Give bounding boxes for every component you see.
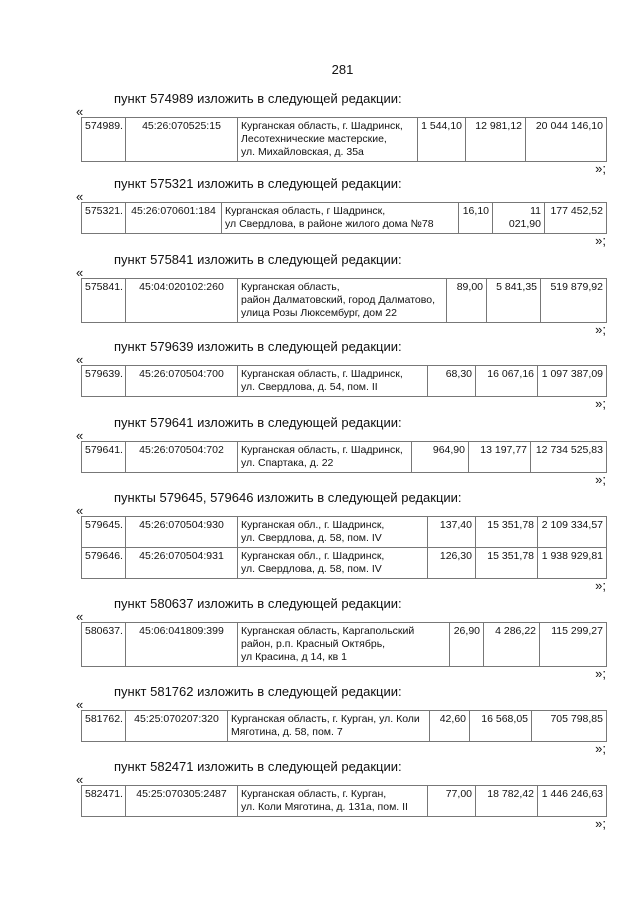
registry-table xyxy=(81,202,607,234)
item-number-cell: 579645. xyxy=(82,517,126,548)
specific-value-cell: 4 286,22 xyxy=(484,623,540,667)
cadastral-value-cell: 115 299,27 xyxy=(540,623,607,667)
registry-table xyxy=(81,710,607,742)
opening-quote: « xyxy=(76,265,84,280)
address-cell: Курганская область, г. Шадринск, Лесотехнические мастерские, ул. Михайловская, д. 35а xyxy=(238,118,418,162)
opening-quote: « xyxy=(76,189,84,204)
specific-value-cell: 16 067,16 xyxy=(476,366,538,397)
address-cell: Курганская область, г Шадринск, ул Свердлова, в районе жилого дома №78 xyxy=(222,203,459,234)
cadastral-number-cell: 45:25:070305:2487 xyxy=(126,786,238,817)
cadastral-value-cell: 1 097 387,09 xyxy=(538,366,607,397)
closing-quote: »; xyxy=(595,666,606,681)
cadastral-value-cell: 705 798,85 xyxy=(532,711,607,742)
amendment-heading: пункт 574989 изложить в следующей редакции: xyxy=(114,91,402,106)
cadastral-number-cell: 45:06:041809:399 xyxy=(126,623,238,667)
cadastral-number-cell: 45:26:070504:702 xyxy=(126,442,238,473)
address-cell: Курганская область, Каргапольский район, р.п. Красный Октябрь, ул Красина, д 14, кв 1 xyxy=(238,623,450,667)
table-row xyxy=(82,548,607,579)
item-number-cell: 581762. xyxy=(82,711,126,742)
amendment-block xyxy=(76,175,612,248)
closing-quote: »; xyxy=(595,233,606,248)
cadastral-number-cell: 45:25:070207:320 xyxy=(126,711,228,742)
address-cell: Курганская обл., г. Шадринск, ул. Свердлова, д. 58, пом. IV xyxy=(238,517,428,548)
table-row xyxy=(82,366,607,397)
area-cell: 1 544,10 xyxy=(418,118,466,162)
cadastral-number-cell: 45:26:070525:15 xyxy=(126,118,238,162)
amendment-heading: пункты 579645, 579646 изложить в следующей редакции: xyxy=(114,490,462,505)
address-cell: Курганская обл., г. Шадринск, ул. Свердлова, д. 58, пом. IV xyxy=(238,548,428,579)
specific-value-cell: 18 782,42 xyxy=(476,786,538,817)
closing-quote: »; xyxy=(595,161,606,176)
opening-quote: « xyxy=(76,609,84,624)
closing-quote: »; xyxy=(595,741,606,756)
cadastral-value-cell: 12 734 525,83 xyxy=(531,442,607,473)
registry-table xyxy=(81,785,607,817)
item-number-cell: 579646. xyxy=(82,548,126,579)
amendment-block xyxy=(76,338,612,411)
item-number-cell: 580637. xyxy=(82,623,126,667)
cadastral-value-cell: 1 938 929,81 xyxy=(538,548,607,579)
amendment-block xyxy=(76,414,612,487)
address-cell: Курганская область, г. Шадринск, ул. Спартака, д. 22 xyxy=(238,442,412,473)
item-number-cell: 579639. xyxy=(82,366,126,397)
area-cell: 137,40 xyxy=(428,517,476,548)
amendment-heading: пункт 580637 изложить в следующей редакции: xyxy=(114,596,402,611)
amendment-heading: пункт 575321 изложить в следующей редакции: xyxy=(114,176,402,191)
specific-value-cell: 15 351,78 xyxy=(476,548,538,579)
cadastral-value-cell: 519 879,92 xyxy=(541,279,607,323)
cadastral-value-cell: 177 452,52 xyxy=(545,203,607,234)
amendment-heading: пункт 575841 изложить в следующей редакции: xyxy=(114,252,402,267)
opening-quote: « xyxy=(76,772,84,787)
opening-quote: « xyxy=(76,503,84,518)
registry-table xyxy=(81,622,607,667)
opening-quote: « xyxy=(76,428,84,443)
specific-value-cell: 12 981,12 xyxy=(466,118,526,162)
item-number-cell: 579641. xyxy=(82,442,126,473)
amendment-heading: пункт 579639 изложить в следующей редакции: xyxy=(114,339,402,354)
cadastral-value-cell: 20 044 146,10 xyxy=(526,118,607,162)
address-cell: Курганская область, район Далматовский, город Далматово, улица Розы Люксембург, дом 22 xyxy=(238,279,447,323)
closing-quote: »; xyxy=(595,396,606,411)
registry-table xyxy=(81,441,607,473)
area-cell: 126,30 xyxy=(428,548,476,579)
table-row xyxy=(82,203,607,234)
table-row xyxy=(82,442,607,473)
area-cell: 89,00 xyxy=(447,279,487,323)
item-number-cell: 574989. xyxy=(82,118,126,162)
specific-value-cell: 11 021,90 xyxy=(493,203,545,234)
specific-value-cell: 5 841,35 xyxy=(487,279,541,323)
registry-table xyxy=(81,278,607,323)
table-row xyxy=(82,279,607,323)
area-cell: 42,60 xyxy=(430,711,470,742)
item-number-cell: 582471. xyxy=(82,786,126,817)
table-row xyxy=(82,623,607,667)
amendment-block xyxy=(76,90,612,176)
address-cell: Курганская область, г. Шадринск, ул. Свердлова, д. 54, пом. II xyxy=(238,366,428,397)
table-row xyxy=(82,118,607,162)
address-cell: Курганская область, г. Курган, ул. Коли Мяготина, д. 131а, пом. II xyxy=(238,786,428,817)
table-row xyxy=(82,711,607,742)
registry-table xyxy=(81,117,607,162)
closing-quote: »; xyxy=(595,578,606,593)
area-cell: 77,00 xyxy=(428,786,476,817)
area-cell: 964,90 xyxy=(412,442,469,473)
opening-quote: « xyxy=(76,104,84,119)
area-cell: 68,30 xyxy=(428,366,476,397)
cadastral-number-cell: 45:26:070504:700 xyxy=(126,366,238,397)
specific-value-cell: 16 568,05 xyxy=(470,711,532,742)
amendment-heading: пункт 579641 изложить в следующей редакции: xyxy=(114,415,402,430)
amendment-block xyxy=(76,251,612,337)
cadastral-number-cell: 45:26:070504:931 xyxy=(126,548,238,579)
cadastral-number-cell: 45:26:070504:930 xyxy=(126,517,238,548)
closing-quote: »; xyxy=(595,322,606,337)
cadastral-number-cell: 45:04:020102:260 xyxy=(126,279,238,323)
amendment-block xyxy=(76,758,612,831)
specific-value-cell: 15 351,78 xyxy=(476,517,538,548)
amendment-heading: пункт 581762 изложить в следующей редакции: xyxy=(114,684,402,699)
amendment-heading: пункт 582471 изложить в следующей редакции: xyxy=(114,759,402,774)
table-row xyxy=(82,517,607,548)
cadastral-value-cell: 2 109 334,57 xyxy=(538,517,607,548)
amendment-block xyxy=(76,595,612,681)
area-cell: 16,10 xyxy=(459,203,493,234)
area-cell: 26,90 xyxy=(450,623,484,667)
opening-quote: « xyxy=(76,352,84,367)
specific-value-cell: 13 197,77 xyxy=(469,442,531,473)
address-cell: Курганская область, г. Курган, ул. Коли Мяготина, д. 58, пом. 7 xyxy=(228,711,430,742)
cadastral-value-cell: 1 446 246,63 xyxy=(538,786,607,817)
table-row xyxy=(82,786,607,817)
item-number-cell: 575321. xyxy=(82,203,126,234)
item-number-cell: 575841. xyxy=(82,279,126,323)
amendment-block xyxy=(76,489,612,593)
page-number: 281 xyxy=(331,62,354,77)
registry-table xyxy=(81,516,607,579)
opening-quote: « xyxy=(76,697,84,712)
closing-quote: »; xyxy=(595,472,606,487)
closing-quote: »; xyxy=(595,816,606,831)
cadastral-number-cell: 45:26:070601:184 xyxy=(126,203,222,234)
registry-table xyxy=(81,365,607,397)
amendment-block xyxy=(76,683,612,756)
